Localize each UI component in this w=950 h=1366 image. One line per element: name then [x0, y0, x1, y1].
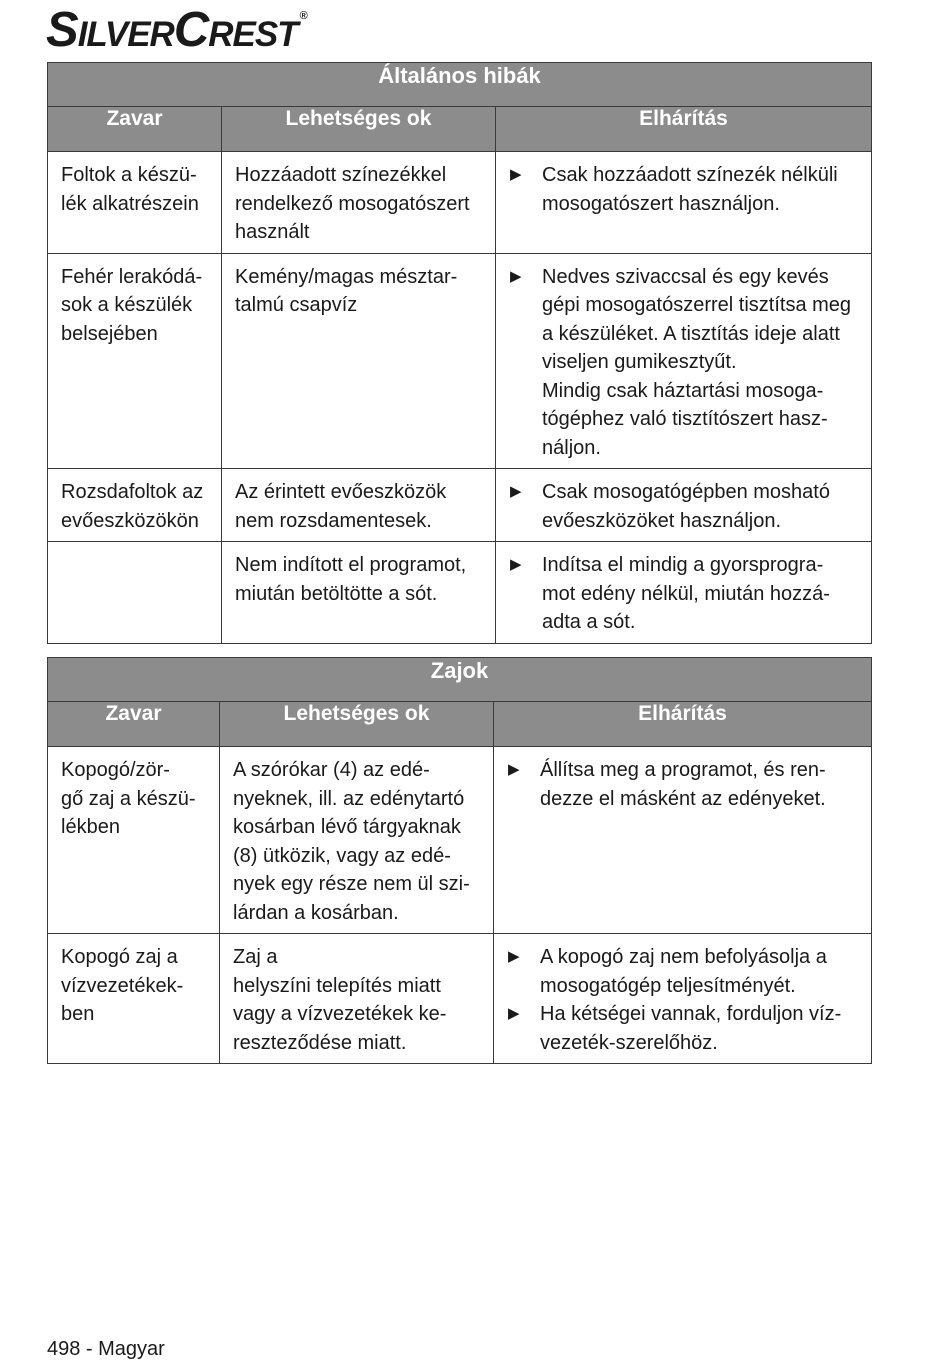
table-row — [48, 747, 872, 934]
text-line: vezeték-szerelőhöz. — [540, 1031, 718, 1054]
text-line: mot edény nélkül, miután hozzá- — [542, 582, 830, 605]
problem-cell — [48, 542, 222, 644]
text-line: Kemény/magas mésztar- — [235, 265, 458, 288]
text-line: lék alkatrészein — [61, 192, 199, 215]
table-title: Általános hibák — [48, 63, 872, 107]
text-line: kosárban lévő tárgyaknak — [233, 816, 461, 838]
logo-letter-c: C — [173, 3, 209, 57]
troubleshooting-table-noises — [47, 657, 872, 1064]
cause-cell — [222, 542, 496, 644]
text-line: adta a sót. — [542, 611, 636, 633]
text-line: Indítsa el mindig a gyorsprogra- — [542, 554, 824, 576]
bullet-arrow-icon: ▶ — [508, 761, 520, 778]
text-line: Fehér lerakódá- — [61, 265, 203, 288]
remedy-item — [504, 756, 863, 813]
column-header-problem: Zavar — [48, 702, 220, 747]
bullet-arrow-icon: ▶ — [508, 948, 520, 965]
bullet-arrow-icon: ▶ — [510, 483, 522, 500]
text-line: viseljen gumikesztyűt. — [542, 351, 737, 373]
text-line: evőeszközöket használjon. — [542, 509, 782, 532]
table-row — [48, 253, 872, 469]
text-line: dezze el másként az edényeket. — [540, 787, 826, 810]
text-line: helyszíni telepítés miatt — [233, 974, 441, 997]
remedy-cell — [496, 152, 872, 254]
logo-text-ilver: ILVER — [77, 15, 174, 54]
text-line: Állítsa meg a programot, és ren- — [540, 759, 826, 781]
logo-letter-s: S — [46, 3, 78, 57]
column-header-cause: Lehetséges ok — [222, 107, 496, 152]
remedy-cell — [496, 469, 872, 542]
text-line: vízvezetékek- — [61, 974, 184, 997]
problem-cell — [48, 152, 222, 254]
text-line: Csak mosogatógépben mosható — [542, 481, 830, 503]
cause-cell — [220, 747, 494, 934]
text-line: tógéphez való tisztítószert hasz- — [542, 408, 828, 430]
troubleshooting-table-general — [47, 62, 872, 644]
text-line: Mindig csak háztartási mosoga- — [542, 379, 824, 402]
silvercrest-logo — [46, 2, 305, 58]
text-line: Az érintett evőeszközök — [235, 481, 447, 503]
table-row — [48, 934, 872, 1064]
text-line: Ha kétségei vannak, forduljon víz- — [540, 1003, 842, 1025]
cause-cell — [222, 253, 496, 469]
bullet-arrow-icon: ▶ — [510, 166, 522, 183]
text-line: miután betöltötte a sót. — [235, 582, 438, 605]
registered-mark: ® — [299, 10, 307, 22]
text-line: Zaj a — [233, 946, 278, 968]
text-line: ben — [61, 1003, 95, 1025]
bullet-arrow-icon: ▶ — [510, 556, 522, 573]
remedy-item — [504, 1000, 863, 1057]
column-header-problem: Zavar — [48, 107, 222, 152]
text-line: Hozzáadott színezékkel — [235, 164, 447, 186]
bullet-arrow-icon: ▶ — [510, 267, 522, 285]
text-line: sok a készülék — [61, 294, 193, 316]
problem-cell — [48, 253, 222, 469]
table-title: Zajok — [48, 658, 872, 702]
remedy-item — [504, 943, 863, 1000]
text-line: Nem indított el programot, — [235, 554, 467, 576]
page-footer: 498 - Magyar — [47, 1338, 165, 1360]
cause-cell — [220, 934, 494, 1064]
text-line: nyek egy része nem ül szi- — [233, 873, 470, 895]
remedy-cell — [494, 934, 872, 1064]
bullet-arrow-icon: ▶ — [508, 1005, 520, 1022]
table-row — [48, 469, 872, 542]
text-line: A szórókar (4) az edé- — [233, 759, 430, 781]
cause-cell — [222, 469, 496, 542]
text-line: használt — [235, 221, 310, 243]
problem-cell — [48, 469, 222, 542]
text-line: Kopogó zaj a — [61, 946, 178, 968]
remedy-cell — [496, 542, 872, 644]
remedy-item — [506, 263, 863, 463]
table-row — [48, 152, 872, 254]
text-line: vagy a vízvezetékek ke- — [233, 1003, 447, 1025]
column-header-cause: Lehetséges ok — [220, 702, 494, 747]
text-line: Nedves szivaccsal és egy kevés — [542, 265, 829, 288]
table-row — [48, 542, 872, 644]
logo-text-rest: REST — [208, 15, 298, 54]
text-line: Kopogó/zör- — [61, 759, 170, 781]
text-line: reszteződése miatt. — [233, 1031, 407, 1054]
text-line: lékben — [61, 816, 120, 838]
text-line: Foltok a készü- — [61, 164, 197, 186]
text-line: talmú csapvíz — [235, 294, 358, 316]
text-line: nyeknek, ill. az edénytartó — [233, 787, 465, 810]
text-line: mosogatógép teljesítményét. — [540, 974, 796, 997]
text-line: A kopogó zaj nem befolyásolja a — [540, 946, 827, 968]
remedy-cell — [494, 747, 872, 934]
text-line: rendelkező mosogatószert — [235, 192, 470, 215]
problem-cell — [48, 934, 220, 1064]
text-line: Csak hozzáadott színezék nélküli — [542, 164, 838, 186]
text-line: mosogatószert használjon. — [542, 192, 780, 215]
cause-cell — [222, 152, 496, 254]
problem-cell — [48, 747, 220, 934]
text-line: evőeszközökön — [61, 509, 199, 532]
text-line: lárdan a kosárban. — [233, 901, 399, 924]
column-header-remedy: Elhárítás — [496, 107, 872, 152]
text-line: Rozsdafoltok az — [61, 481, 204, 503]
text-line: nem rozsdamentesek. — [235, 509, 432, 532]
text-line: belsejében — [61, 322, 158, 345]
text-line: náljon. — [542, 436, 601, 459]
remedy-item — [506, 551, 863, 637]
text-line: gépi mosogatószerrel tisztítsa meg — [542, 294, 852, 316]
text-line: a készüléket. A tisztítás ideje alatt — [542, 322, 840, 345]
column-header-remedy: Elhárítás — [494, 702, 872, 747]
text-line: gő zaj a készü- — [61, 787, 196, 810]
remedy-item — [506, 161, 863, 218]
text-line: (8) ütközik, vagy az edé- — [233, 844, 451, 867]
remedy-cell — [496, 253, 872, 469]
remedy-item — [506, 478, 863, 535]
